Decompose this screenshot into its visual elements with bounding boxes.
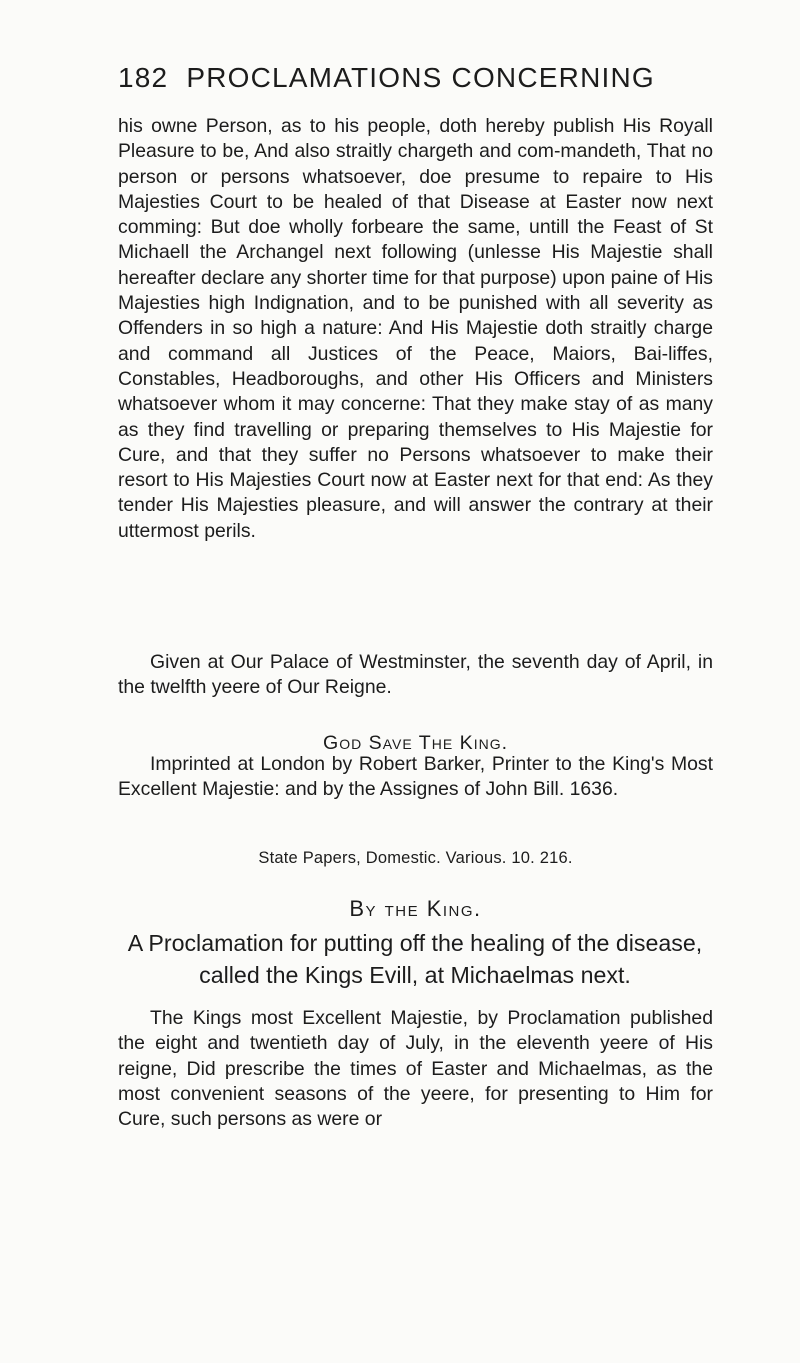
running-title: PROCLAMATIONS CONCERNING	[186, 62, 655, 93]
proclamation-body: The Kings most Excellent Majestie, by Proclamation published the eight and twentieth day of July, in the eleventh yeere of His reigne, Did prescribe the times of Easter and Michaelmas, as the most convenient seasons of the yeere, for presenting to Him for Cure, such persons as were or	[118, 1007, 713, 1131]
given-at-paragraph: Given at Our Palace of Westminster, the seventh day of April, in the twelfth yeere of Our Reigne.	[118, 651, 713, 699]
imprint-paragraph: Imprinted at London by Robert Barker, Printer to the King's Most Excellent Majestie: and by the Assignes of John Bill. 1636.	[118, 753, 713, 801]
god-save-the-king: God Save The King.	[322, 732, 509, 754]
running-head	[118, 62, 718, 94]
page-number: 182	[118, 62, 169, 93]
continuation-paragraph: his owne Person, as to his people, doth hereby publish His Royall Pleasure to be, And also straitly chargeth and com-mandeth, That no person or persons whatsoever, doe presume to repaire to His Majesties Court to be healed of that Disease at Easter now next comming: But doe wholly forbeare the same, untill the Feast of St Michaell the Archangel next following (unlesse His Majestie shall hereafter declare any shorter time for that purpose) upon paine of His Majesties high Indignation, and to be punished with all severity as Offenders in so high a nature: And His Majestie doth straitly charge and command all Justices of the Peace, Maiors, Bai-liffes, Constables, Headboroughs, and other His Officers and Ministers whatsoever whom it may concerne: That they make stay of as many as they find travelling or preparing themselves to His Majestie for Cure, and that they suffer no Persons whatsoever to make their resort to His Majesties Court now at Easter next for that end: As they tender His Majesties pleasure, and will answer the contrary at their uttermost perils.	[118, 115, 713, 542]
proclamation-title: A Proclamation for putting off the healing of the disease, called the Kings Evill, at Michaelmas next.	[127, 930, 703, 988]
by-the-king-heading: By the King.	[349, 896, 482, 921]
source-reference: State Papers, Domestic. Various. 10. 216.	[258, 849, 573, 867]
